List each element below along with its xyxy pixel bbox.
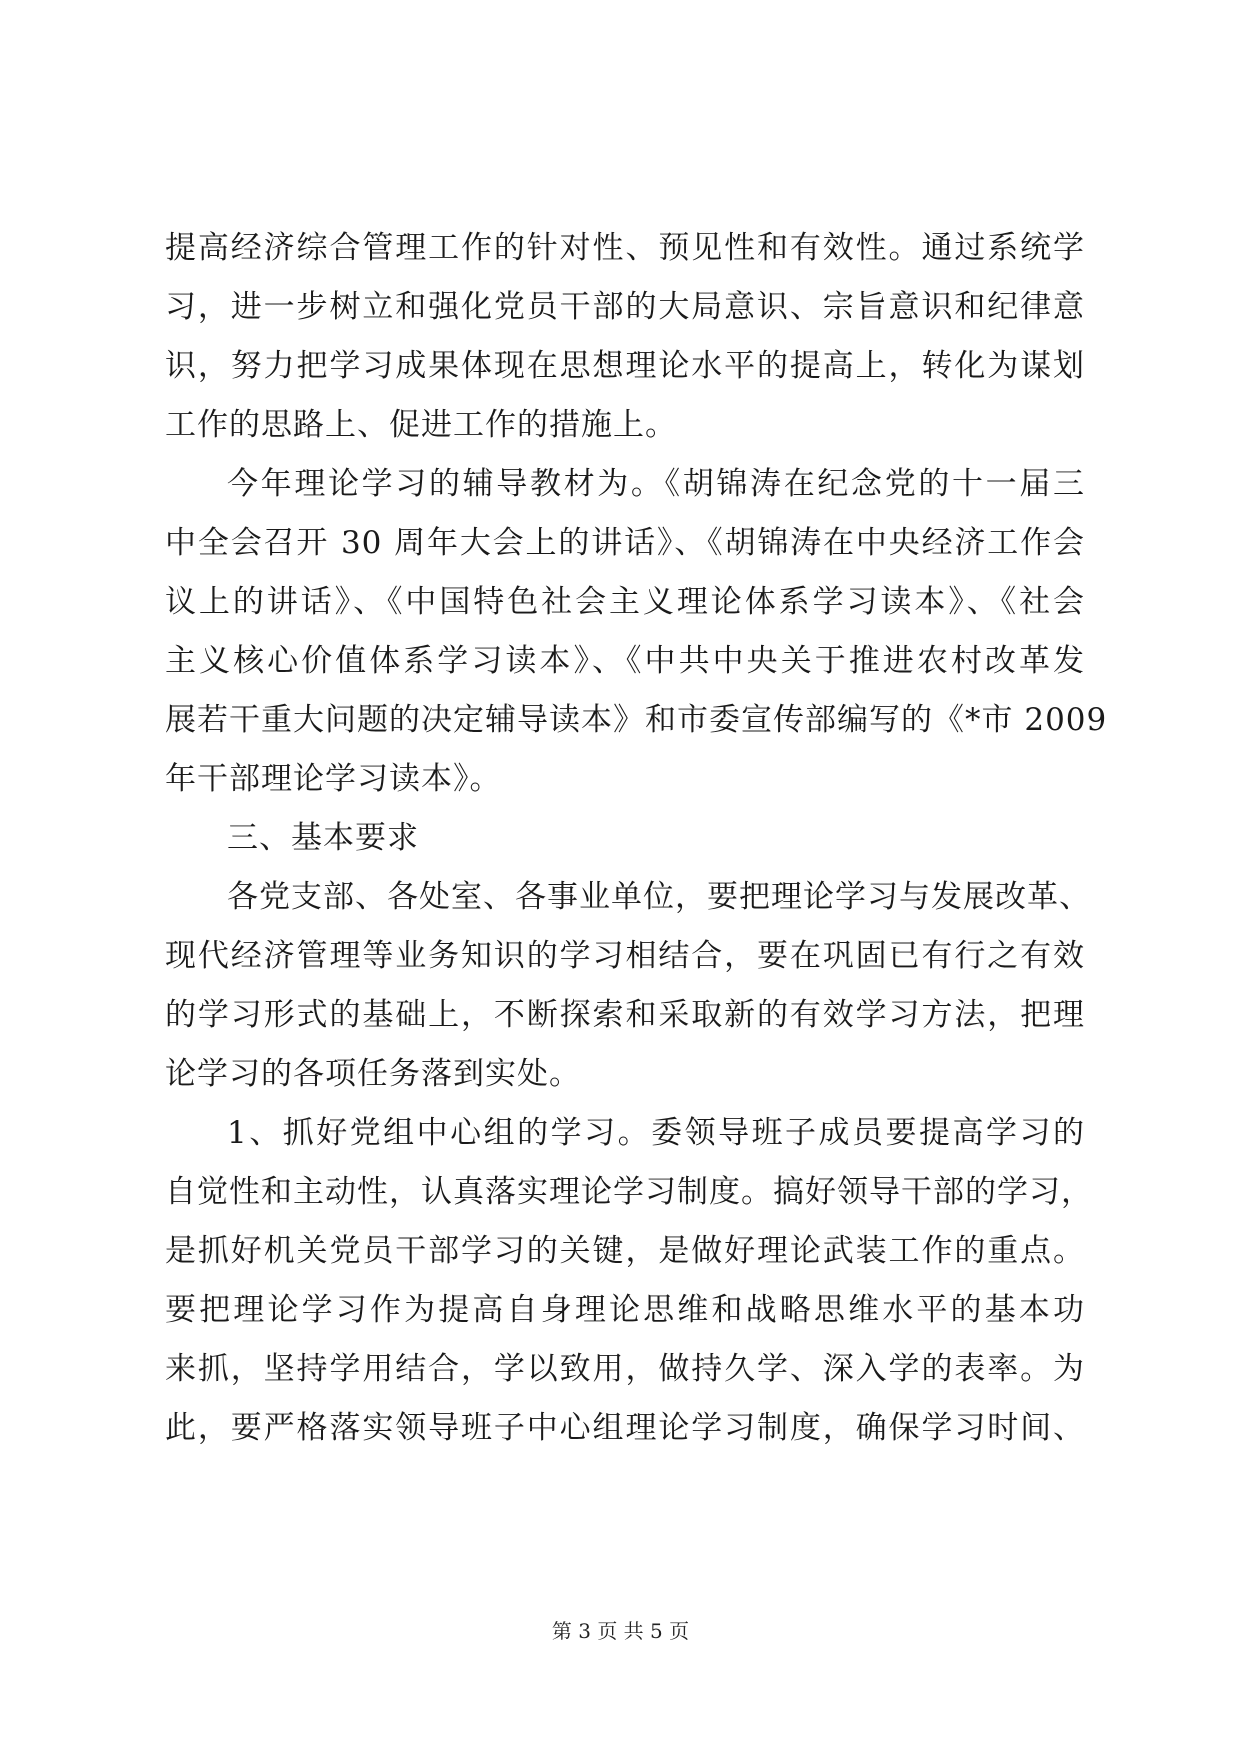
page-number-footer: 第 3 页 共 5 页 [551,1619,690,1643]
paragraph-line: 要把理论学习作为提高自身理论思维和战略思维水平的基本功 [165,1292,1085,1328]
paragraph-line: 主义核心价值体系学习读本》、《中共中央关于推进农村改革发 [165,643,1085,679]
paragraph-line: 来抓，坚持学用结合，学以致用，做持久学、深入学的表率。为 [165,1351,1085,1387]
paragraph-line: 提高经济综合管理工作的针对性、预见性和有效性。通过系统学 [165,230,1085,266]
paragraph-line: 论学习的各项任务落到实处。 [165,1056,581,1092]
paragraph-line: 中全会召开 30 周年大会上的讲话》、《胡锦涛在中央经济工作会 [165,525,1085,561]
paragraph-line: 议上的讲话》、《中国特色社会主义理论体系学习读本》、《社会 [165,584,1085,620]
paragraph-line: 年干部理论学习读本》。 [165,761,502,797]
paragraph-line: 展若干重大问题的决定辅导读本》和市委宣传部编写的《*市 2009 [165,702,1108,738]
paragraph-line: 此，要严格落实领导班子中心组理论学习制度，确保学习时间、 [165,1410,1085,1446]
paragraph-line: 工作的思路上、促进工作的措施上。 [165,407,677,443]
paragraph-line: 各党支部、各处室、各事业单位，要把理论学习与发展改革、 [227,879,1091,915]
paragraph-line: 现代经济管理等业务知识的学习相结合，要在巩固已有行之有效 [165,938,1085,974]
paragraph-line: 是抓好机关党员干部学习的关键，是做好理论武装工作的重点。 [165,1233,1085,1269]
paragraph-line: 1、抓好党组中心组的学习。委领导班子成员要提高学习的 [227,1115,1085,1151]
section-heading: 三、基本要求 [227,820,419,856]
paragraph-line: 的学习形式的基础上，不断探索和采取新的有效学习方法，把理 [165,997,1085,1033]
paragraph-line: 习，进一步树立和强化党员干部的大局意识、宗旨意识和纪律意 [165,289,1085,325]
paragraph-line: 识，努力把学习成果体现在思想理论水平的提高上，转化为谋划 [165,348,1085,384]
paragraph-line: 今年理论学习的辅导教材为。《胡锦涛在纪念党的十一届三 [227,466,1085,502]
paragraph-line: 自觉性和主动性，认真落实理论学习制度。搞好领导干部的学习， [165,1174,1093,1210]
